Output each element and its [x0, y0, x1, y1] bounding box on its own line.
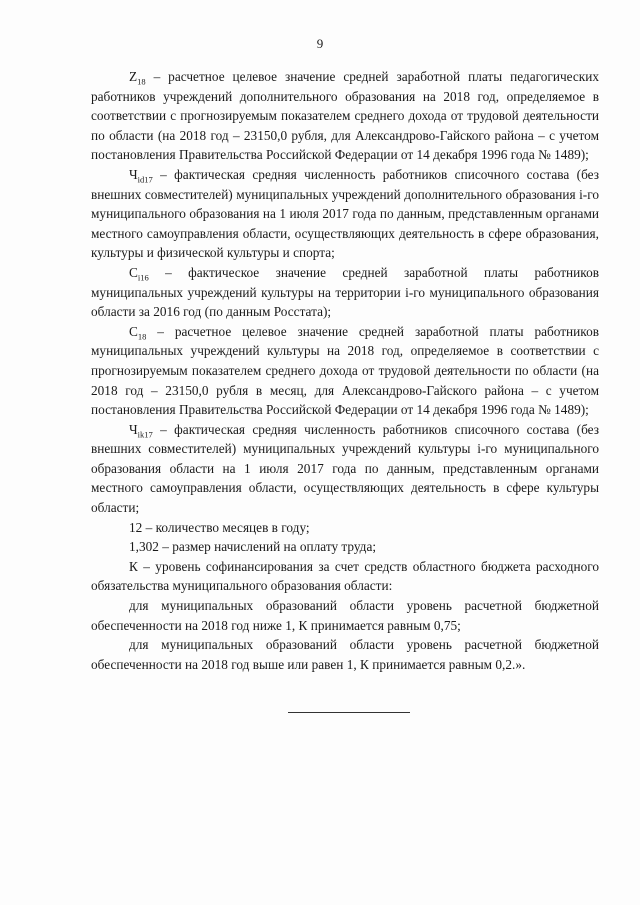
- document-body: [91, 67, 599, 674]
- page-number: 9: [316, 36, 324, 51]
- paragraph: $C_{18}$ – расчетное целевое значение средней заработной платы работников муниципальных учреждений культуры на 2018 год, определяемое в соответствии с прогнозируемым показателем среднего дохода от трудовой деятельности по области (на 2018 год – 23150,0 рубля в месяц, для Александрово-Гайского района – с учетом постановления Правительства Российской Федерации от 14 декабря 1996 года № 1489);: [91, 323, 599, 418]
- formula-symbol: $Ч_{ik17}$: [129, 421, 153, 440]
- paragraph: 12 – количество месяцев в году;: [129, 519, 310, 535]
- formula-symbol: $Ч_{id17}$: [129, 166, 153, 185]
- formula-symbol: $Z_{18}$: [129, 69, 146, 87]
- paragraph: для муниципальных образований области уровень расчетной бюджетной обеспеченности на 2018 год ниже 1, К принимается равным 0,75;: [91, 598, 599, 633]
- paragraph: К – уровень софинансирования за счет средств областного бюджета расходного обязательства муниципального образования области:: [91, 558, 599, 594]
- closing-separator-line: [288, 712, 410, 713]
- paragraph: 1,302 – размер начислений на оплату труда;: [129, 539, 377, 555]
- formula-symbol: $C_{18}$: [129, 323, 147, 342]
- paragraph: $Ч_{id17}$ – фактическая средняя численность работников списочного состава (без внешних совместителей) муниципальных учреждений дополнительного образования i-го муниципального образования на 1 июля 2017 года по данным, представленным органами местного самоуправления области, осуществляющих деятельность в сфере образования, культуры и физической культуры и спорта;: [91, 166, 599, 261]
- paragraph: $Z_{18}$ – расчетное целевое значение средней заработной платы педагогических работников учреждений дополнительного образования на 2018 год, определяемое в соответствии с прогнозируемым показателем среднего дохода от трудовой деятельности по области (на 2018 год – 23150,0 рубля, для Александрово-Гайского района – с учетом постановления Правительства Российской Федерации от 14 декабря 1996 года № 1489);: [91, 69, 599, 163]
- paragraph: $Ч_{ik17}$ – фактическая средняя численность работников списочного состава (без внешних совместителей) муниципальных учреждений культуры i-го муниципального образования области на 1 июля 2017 года по данным, представленным органами местного самоуправления области, осуществляющих деятельность в сфере культуры области;: [91, 421, 599, 516]
- formula-symbol: $C_{i16}$: [129, 264, 149, 283]
- paragraph: для муниципальных образований области уровень расчетной бюджетной обеспеченности на 2018 год выше или равен 1, К принимается равным 0,2.».: [91, 637, 599, 672]
- paragraph: $C_{i16}$ – фактическое значение средней заработной платы работников муниципальных учреждений культуры на территории i-го муниципального образования области за 2016 год (по данным Росстата);: [91, 264, 599, 320]
